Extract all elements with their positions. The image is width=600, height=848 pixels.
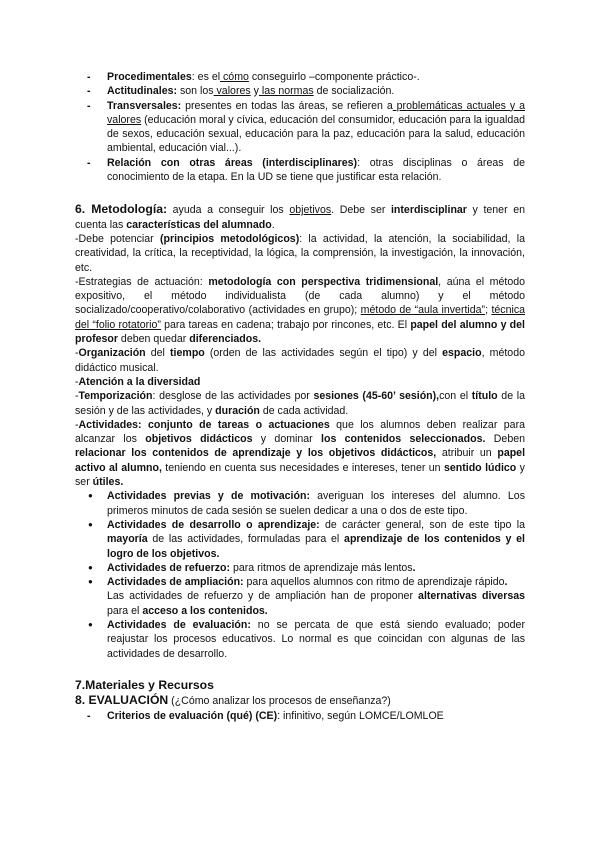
activities-list: [75, 489, 525, 661]
paragraph-actividades: -Actividades: conjunto de tareas o actuaciones que los alumnos deben realizar para alcanzar los objetivos didácticos y dominar los contenidos seleccionados. Deben relacionar los contenidos de aprendizaje y los objetivos didácticos, atribuir un papel activo al alumno, teniendo en cuenta sus necesidades e intereses, tener un sentido lúdico y ser útiles.: [75, 418, 526, 489]
section-6-intro: 6. Metodología: ayuda a conseguir los objetivos. Debe ser interdisciplinar y tener en cuenta las características del alumnado.: [75, 202, 525, 231]
paragraph-estrategias: -Estrategias de actuación: metodología con perspectiva tridimensional, aúna el método expositivo, el método individualista (de cada alumno) y el método socializado/cooperativo/colaborativo (actividades en grupo); método de “aula invertida”; técnica del “folio rotatorio” para tareas en cadena; trabajo por rincones, etc. El papel del alumno y del profesor deben quedar diferenciados.: [75, 275, 526, 346]
list-item-transversales: - Transversales: presentes en todas las áreas, se refieren a problemáticas actuales y a valores (educación moral y cívica, educación del consumidor, educación para la igualdad de sexos, educación sexual, educación para la paz, educación para la salud, educación ambiental, educación vial...).: [75, 99, 525, 156]
list-item-interdisciplinares: - Relación con otras áreas (interdisciplinares): otras disciplinas o áreas de conocimiento de la etapa. En la UD se tiene que justificar esta relación.: [75, 156, 525, 185]
list-item-desarrollo: ● Actividades de desarrollo o aprendizaje: de carácter general, son de este tipo la mayoría de las actividades, formuladas para el aprendizaje de los contenidos y el logro de los objetivos.: [75, 518, 525, 561]
content-types-list: [75, 70, 525, 184]
section-7-heading: 7.Materiales y Recursos: [75, 677, 214, 692]
section-8-heading: 8. EVALUACIÓN (¿Cómo analizar los procesos de enseñanza?): [75, 692, 391, 707]
section-6-heading: 6. Metodología:: [75, 202, 168, 217]
list-item-evaluacion: ● Actividades de evaluación: no se percata de que está siendo evaluado; poder reajustar los procesos educativos. Lo normal es que coincidan con algunas de las actividades de desarrollo.: [75, 618, 525, 661]
paragraph-diversidad: -Atención a la diversidad: [75, 375, 201, 388]
evaluation-list: [75, 709, 525, 723]
list-item-ampliacion: ● Actividades de ampliación: para aquellos alumnos con ritmo de aprendizaje rápido. Las actividades de refuerzo y de ampliación han de proponer alternativas diversas para el acceso a los contenidos.: [75, 575, 525, 618]
list-item-actitudinales: - Actitudinales: son los valores y las normas de socialización.: [75, 84, 525, 98]
list-item-criterios: - Criterios de evaluación (qué) (CE): infinitivo, según LOMCE/LOMLOE: [75, 709, 525, 723]
list-item-refuerzo: ● Actividades de refuerzo: para ritmos de aprendizaje más lentos.: [75, 561, 525, 575]
paragraph-organizacion: -Organización del tiempo (orden de las actividades según el tipo) y del espacio, método didáctico musical.: [75, 347, 525, 374]
list-item-previas: ● Actividades previas y de motivación: averiguan los intereses del alumno. Los primeros minutos de cada sesión se suelen dedicar a una o dos de este tipo.: [75, 489, 525, 518]
list-item-procedimentales: - Procedimentales: es el cómo conseguirlo –componente práctico-.: [75, 70, 525, 84]
paragraph-temporizacion: -Temporización: desglose de las actividades por sesiones (45-60’ sesión),con el título de la sesión y de las actividades, y duración de cada actividad.: [75, 390, 525, 417]
paragraph-principios: -Debe potenciar (principios metodológicos): la actividad, la atención, la sociabilidad, la creatividad, la crítica, la receptividad, la lógica, la comprensión, la investigación, la innovación, etc.: [75, 232, 525, 274]
document-page: [75, 70, 525, 723]
